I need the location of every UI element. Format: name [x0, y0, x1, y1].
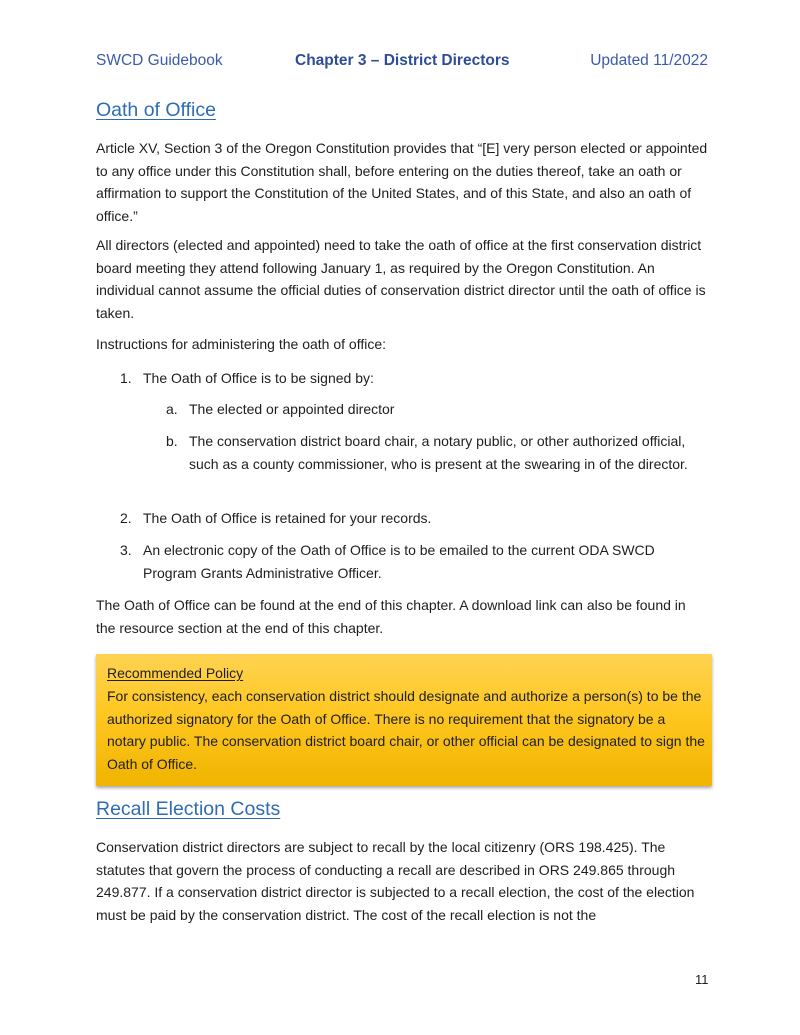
- callout-title: Recommended Policy: [107, 665, 244, 681]
- list-item-number: 3.: [120, 542, 132, 558]
- recall-election-costs-heading: Recall Election Costs: [96, 798, 281, 820]
- recommended-policy-callout: [96, 654, 712, 786]
- header-updated-date: Updated 11/2022: [590, 52, 708, 69]
- list-item-number: b.: [166, 433, 178, 449]
- list-item-text: An electronic copy of the Oath of Office is to be emailed to the current ODA SWCD Program Grants Administrative Officer.: [143, 542, 655, 581]
- oath-of-office-heading: Oath of Office: [96, 99, 216, 121]
- list-item-text: The Oath of Office is to be signed by:: [143, 370, 374, 386]
- oath-constitution-paragraph: Article XV, Section 3 of the Oregon Constitution provides that “[E] very person elected or appointed to any office under this Constitution shall, before entering on the duties thereof, take an oath or affirmation to support the Constitution of the United States, and of this State, and also an oath of office.”: [96, 140, 708, 224]
- recall-paragraph: Conservation district directors are subject to recall by the local citizenry (ORS 198.425). The statutes that govern the process of conducting a recall are described in ORS 249.865 through 249.877. If a conservation district director is subjected to a recall election, the cost of the election must be paid by the conservation district. The cost of the recall election is not the: [96, 839, 695, 923]
- oath-instructions-intro: Instructions for administering the oath of office:: [96, 336, 387, 352]
- page-header: [96, 52, 708, 74]
- list-item-text: The conservation district board chair, a notary public, or other authorized official, such as a county commissioner, who is present at the swearing in of the director.: [189, 433, 688, 472]
- list-item-text: The elected or appointed director: [189, 401, 395, 417]
- page-number: 11: [695, 972, 709, 987]
- list-item-number: a.: [166, 401, 178, 417]
- callout-body: For consistency, each conservation district should designate and authorize a person(s) to be the authorized signatory for the Oath of Office. There is no requirement that the signatory be a notary public. The conservation district board chair, or other official can be designated to sign the Oath of Office.: [107, 688, 705, 772]
- oath-download-paragraph: The Oath of Office can be found at the end of this chapter. A download link can also be found in the resource section at the end of this chapter.: [96, 597, 686, 636]
- list-item-text: The Oath of Office is retained for your records.: [143, 510, 432, 526]
- list-item-number: 2.: [120, 510, 132, 526]
- list-item-number: 1.: [120, 370, 132, 386]
- header-guidebook-title: SWCD Guidebook: [96, 52, 223, 69]
- oath-directors-paragraph: All directors (elected and appointed) need to take the oath of office at the first conservation district board meeting they attend following January 1, as required by the Oregon Constitution. An individual cannot assume the official duties of conservation district director until the oath of office is taken.: [96, 237, 706, 321]
- header-chapter-title: Chapter 3 – District Directors: [295, 52, 510, 69]
